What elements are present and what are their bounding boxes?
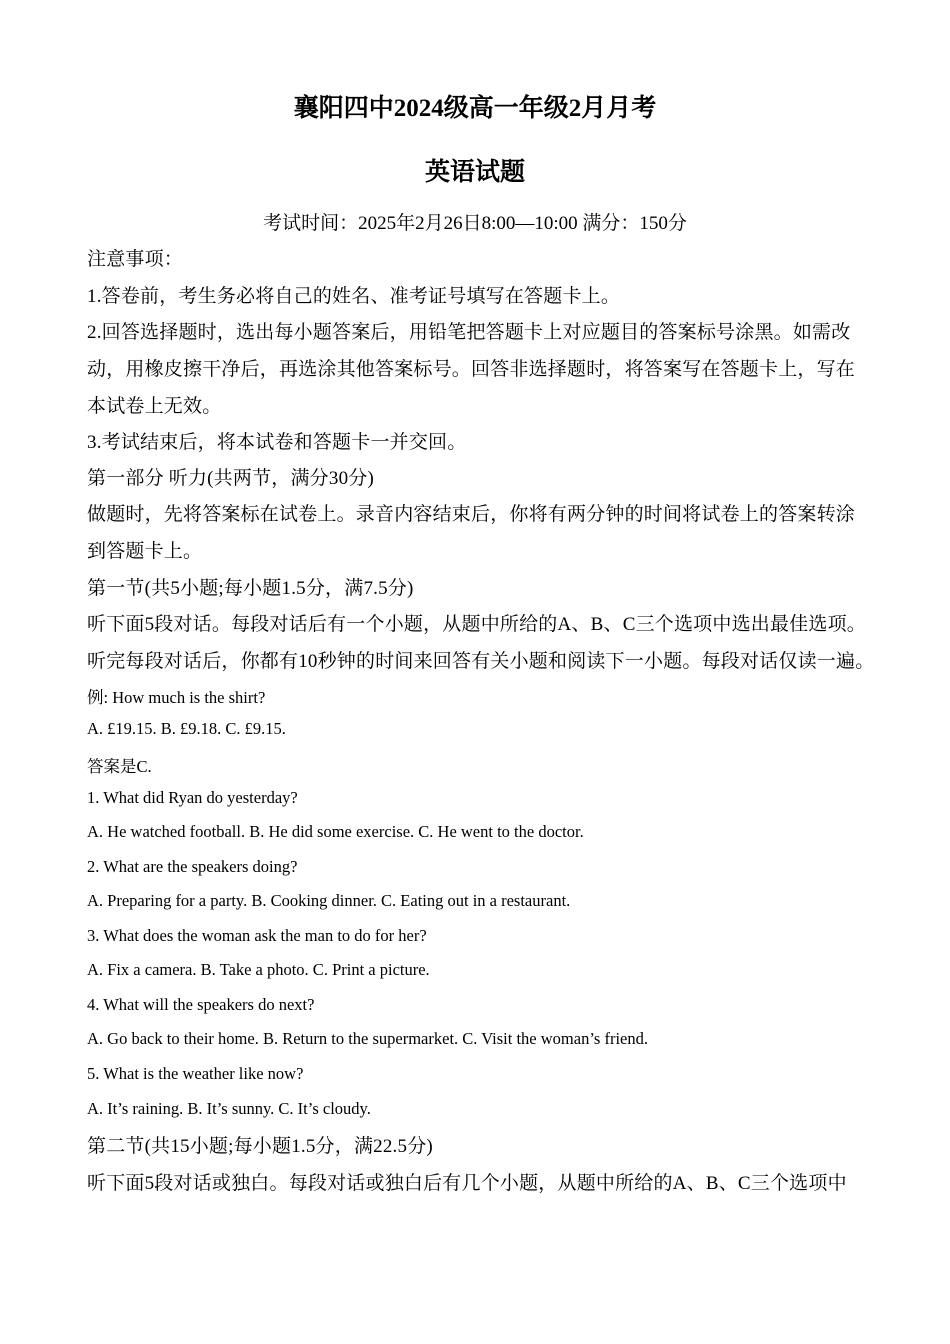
- section2-heading: 第二节(共15小题;每小题1.5分，满22.5分): [87, 1136, 433, 1157]
- exam-subtitle: 英语试题: [424, 159, 525, 186]
- section1-instruction-line-2: 听完每段对话后，你都有10秒钟的时间来回答有关小题和阅读下一小题。每段对话仅读一遍。: [87, 651, 875, 672]
- question-3-options: A. Fix a camera. B. Take a photo. C. Print a picture.: [87, 960, 430, 979]
- note-item-3: 3.考试结束后，将本试卷和答题卡一并交回。: [87, 432, 467, 453]
- question-2: 2. What are the speakers doing?: [87, 857, 298, 876]
- question-1-options: A. He watched football. B. He did some exercise. C. He went to the doctor.: [87, 822, 584, 841]
- part1-heading: 第一部分 听力(共两节，满分30分): [87, 468, 375, 489]
- note-item-1: 1.答卷前，考生务必将自己的姓名、准考证号填写在答题卡上。: [87, 286, 621, 307]
- note-item-2-line-2: 动，用橡皮擦干净后，再选涂其他答案标号。回答非选择题时，将答案写在答题卡上，写在: [87, 359, 856, 380]
- note-item-2-line-3: 本试卷上无效。: [87, 396, 222, 417]
- section1-heading: 第一节(共5小题;每小题1.5分，满7.5分): [87, 578, 414, 599]
- question-2-options: A. Preparing for a party. B. Cooking dinner. C. Eating out in a restaurant.: [87, 891, 571, 910]
- exam-info: 考试时间：2025年2月26日8:00—10:00 满分：150分: [263, 213, 687, 234]
- section2-instruction-line-1: 听下面5段对话或独白。每段对话或独白后有几个小题，从题中所给的A、B、C三个选项中: [87, 1173, 847, 1194]
- question-5-options: A. It’s raining. B. It’s sunny. C. It’s cloudy.: [87, 1099, 371, 1118]
- part1-instruction-line-2: 到答题卡上。: [87, 541, 203, 562]
- question-4: 4. What will the speakers do next?: [87, 995, 315, 1014]
- question-3: 3. What does the woman ask the man to do for her?: [87, 926, 427, 945]
- example-answer: 答案是C.: [87, 757, 152, 776]
- example-question: 例: How much is the shirt?: [87, 688, 266, 707]
- section1-instruction-line-1: 听下面5段对话。每段对话后有一个小题，从题中所给的A、B、C三个选项中选出最佳选项。: [87, 614, 866, 635]
- notes-heading: 注意事项：: [87, 249, 184, 270]
- part1-instruction-line-1: 做题时，先将答案标在试卷上。录音内容结束后，你将有两分钟的时间将试卷上的答案转涂: [87, 504, 856, 525]
- question-5: 5. What is the weather like now?: [87, 1064, 304, 1083]
- note-item-2-line-1: 2.回答选择题时，选出每小题答案后，用铅笔把答题卡上对应题目的答案标号涂黑。如需改: [87, 322, 851, 343]
- example-options: A. £19.15. B. £9.18. C. £9.15.: [87, 719, 286, 738]
- exam-title: 襄阳四中2024级高一年级2月月考: [293, 95, 657, 122]
- question-4-options: A. Go back to their home. B. Return to the supermarket. C. Visit the woman’s friend.: [87, 1029, 648, 1048]
- question-1: 1. What did Ryan do yesterday?: [87, 788, 298, 807]
